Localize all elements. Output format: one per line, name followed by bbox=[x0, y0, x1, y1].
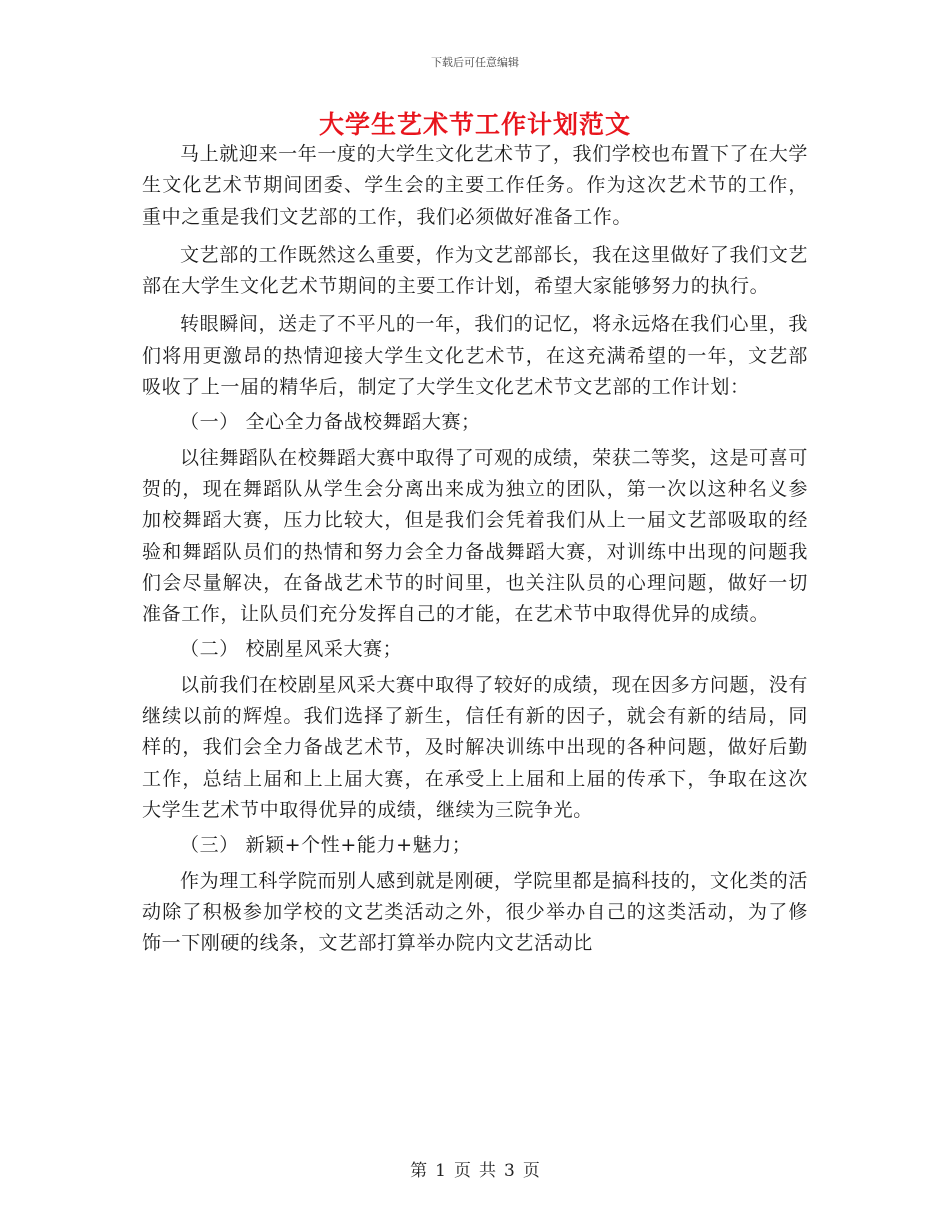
footer-prefix: 第 bbox=[410, 1161, 428, 1181]
paragraph-plan: 文艺部的工作既然这么重要，作为文艺部部长，我在这里做好了我们文艺部在大学生文化艺术节期间的主要工作计划，希望大家能够努力的执行。 bbox=[142, 243, 808, 298]
paragraph-review: 转眼瞬间，送走了不平凡的一年，我们的记忆，将永远烙在我们心里，我们将用更激昂的热情迎接大学生文化艺术节，在这充满希望的一年，文艺部吸收了上一届的精华后，制定了大学生文化艺术节文艺部的工作计划： bbox=[142, 313, 808, 399]
section-heading-1: （一） 全心全力备战校舞蹈大赛； bbox=[180, 411, 481, 434]
document-body bbox=[142, 132, 808, 959]
footer-total-unit: 页 bbox=[522, 1161, 540, 1181]
section-heading-2: （二） 校剧星风采大赛； bbox=[180, 638, 403, 661]
paragraph-activities: 作为理工科学院而别人感到就是刚硬，学院里都是搞科技的，文化类的活动除了积极参加学校的文艺类活动之外，很少举办自己的这类活动，为了修饰一下刚硬的线条，文艺部打算举办院内文艺活动比 bbox=[142, 869, 808, 955]
footer-page-number: 1 bbox=[435, 1161, 446, 1181]
paragraph-dance: 以往舞蹈队在校舞蹈大赛中取得了可观的成绩，荣获二等奖，这是可喜可贺的，现在舞蹈队从学生会分离出来成为独立的团队，第一次以这种名义参加校舞蹈大赛，压力比较大，但是我们会凭着我们从上一届文艺部吸取的经验和舞蹈队员们的热情和努力会全力备战舞蹈大赛，对训练中出现的问题我们会尽量解决，在备战艺术节的时间里，也关注队员的心理问题，做好一切准备工作，让队员们充分发挥自己的才能，在艺术节中取得优异的成绩。 bbox=[142, 446, 808, 626]
section-heading-3: （三） 新颖+个性+能力+魅力； bbox=[180, 834, 472, 857]
footer-page-unit: 页 bbox=[454, 1161, 471, 1181]
paragraph-drama: 以前我们在校剧星风采大赛中取得了较好的成绩，现在因多方问题，没有继续以前的辉煌。我们选择了新生，信任有新的因子，就会有新的结局，同样的，我们会全力备战艺术节，及时解决训练中出现的各种问题，做好后勤工作，总结上届和上上届大赛，在承受上上届和上届的传承下，争取在这次大学生艺术节中取得优异的成绩，继续为三院争光。 bbox=[142, 673, 808, 821]
document-title: 大学生艺术节工作计划范文 bbox=[318, 110, 631, 139]
page-footer bbox=[0, 1156, 950, 1181]
footer-total-pages: 3 bbox=[504, 1161, 515, 1181]
header-note: 下载后可任意编辑 bbox=[431, 56, 519, 69]
footer-total-prefix: 共 bbox=[479, 1161, 496, 1181]
paragraph-intro: 马上就迎来一年一度的大学生文化艺术节了，我们学校也布置下了在大学生文化艺术节期间团委、学生会的主要工作任务。作为这次艺术节的工作，重中之重是我们文艺部的工作，我们必须做好准备工作。 bbox=[142, 143, 808, 228]
